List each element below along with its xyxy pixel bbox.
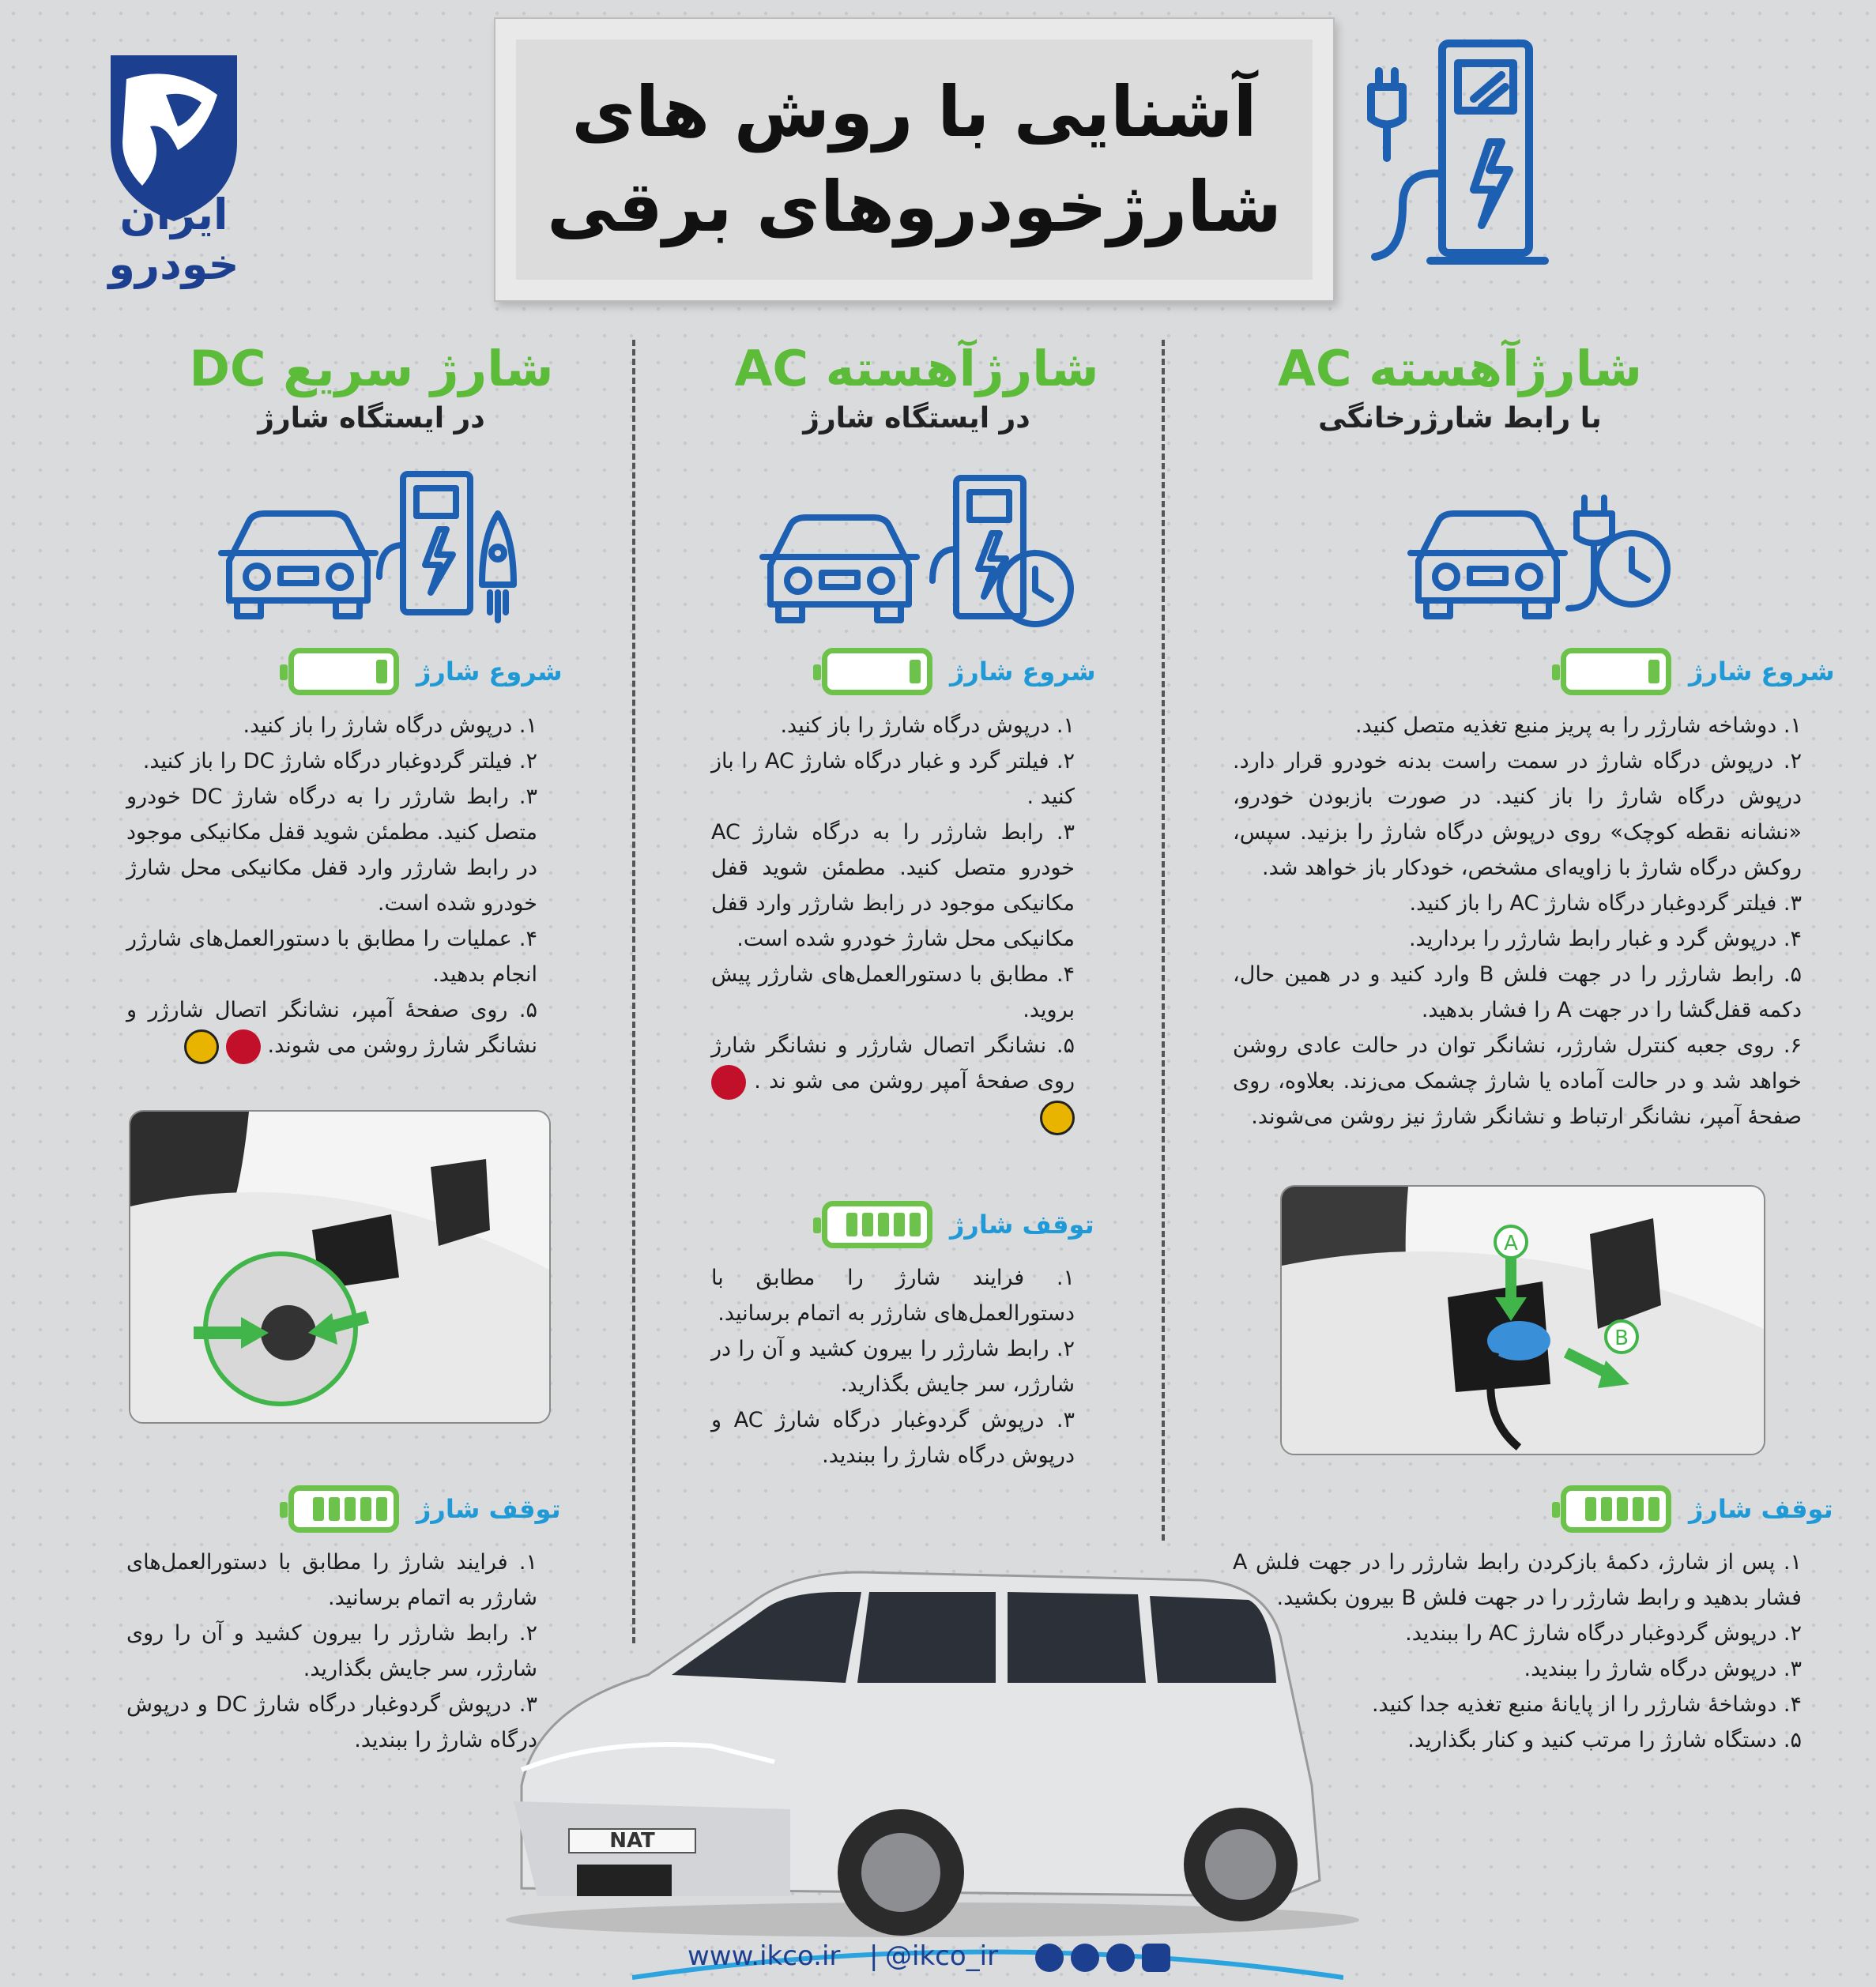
stop-charge-label: توقف شارژ xyxy=(416,1494,561,1524)
social-icon[interactable] xyxy=(1071,1944,1099,1972)
step-item: ۲. فیلتر گرد و غبار درگاه شارژ AC را باز کنید . xyxy=(711,749,1075,809)
step-item: ۵. دستگاه شارژ را مرتب کنید و کنار بگذارید. xyxy=(1407,1728,1802,1752)
step-item: ۳. درپوش گردوغبار درگاه شارژ AC و درپوش درگاه شارژ را ببندید. xyxy=(711,1408,1075,1468)
step-item: ۲. درپوش گردوغبار درگاه شارژ AC را ببندید. xyxy=(1405,1621,1802,1646)
charging-port-illustration xyxy=(1282,1187,1764,1454)
nat-car-image xyxy=(490,1549,1383,1944)
battery-full-icon xyxy=(1561,1485,1671,1533)
car-plug-clock-icon xyxy=(1403,482,1671,624)
step-item: ۳. رابط شارژر را به درگاه شارژ DC خودرو متصل کنید. مطمئن شوید قفل مکانیکی موجود در رابط شارژر وارد قفل مکانیکی محل شارژ خودرو شده است. xyxy=(126,785,537,916)
stop-charge-header-dc xyxy=(288,1485,561,1533)
title-line-1: آشنایی با روش های xyxy=(571,71,1257,152)
charging-station-icon xyxy=(1355,32,1561,277)
step-item: ۶. روی جعبه کنترل شارژر، نشانگر توان در حالت عادی روشن خواهد شد و در حالت آماده یا شارژ چشمک می‌زند. بعلاوه، روی صفحهٔ آمپر، نشانگر ارتباط و نشانگر شارژ نیز روشن می‌شوند. xyxy=(1233,1033,1802,1129)
start-charge-label: شروع شارژ xyxy=(1689,657,1835,687)
column-title: شارژآهسته AC xyxy=(734,340,1099,397)
step-item: ۱. فرایند شارژ را مطابق با دستورالعمل‌های شارژر به اتمام برسانید. xyxy=(126,1550,537,1610)
stop-charge-label: توقف شارژ xyxy=(1689,1494,1833,1524)
footer-website[interactable]: www.ikco.ir xyxy=(687,1940,841,1972)
column-ac-station xyxy=(695,340,1138,435)
social-icon[interactable] xyxy=(1035,1944,1064,1972)
start-charge-header-ac-station xyxy=(822,648,1096,695)
column-dc-station xyxy=(182,340,561,435)
step-item: ۲. رابط شارژر را بیرون کشید و آن را روی شارژر، سر جایش بگذارید. xyxy=(126,1621,537,1681)
column-subtitle: در ایستگاه شارژ xyxy=(258,402,485,435)
column-ac-home xyxy=(1217,340,1703,435)
dc-port-illustration xyxy=(130,1112,549,1422)
step-item: ۲. درپوش درگاه شارژ در سمت راست بدنه خودرو قرار دارد. درپوش درگاه شارژ را باز کنید. در صورت بازبودن خودرو، «نشانه نقطه کوچک» روی درپوش درگاه شارژ را بزنید. سپس، روکش درگاه شارژ با زاویه‌ای مشخص، خودکار باز خواهد شد. xyxy=(1233,749,1802,880)
charging-port-photo-ac xyxy=(1280,1185,1765,1455)
column-title: شارژآهسته AC xyxy=(1278,340,1642,397)
step-item xyxy=(126,992,537,1064)
logo-text: ایران خودرو xyxy=(108,190,239,289)
step-item: ۱. فرایند شارژ را مطابق با دستورالعمل‌های شارژر به اتمام برسانید. xyxy=(711,1266,1075,1326)
step-item: ۲. فیلتر گردوغبار درگاه شارژ DC را باز کنید. xyxy=(142,749,537,773)
stop-charge-header-ac-station xyxy=(822,1201,1094,1248)
step-item xyxy=(711,1028,1075,1135)
step-item: ۵. رابط شارژر را در جهت فلش B وارد کنید و در همین حال، دکمه قفل‌گشا را در جهت A را فشار بدهید. xyxy=(1233,962,1802,1022)
charge-indicator-icon xyxy=(1040,1101,1075,1135)
step-item: ۴. مطابق با دستورالعمل‌های شارژر پیش بروید. xyxy=(711,962,1075,1022)
start-charge-header-dc xyxy=(288,648,563,695)
footer-bar xyxy=(632,1934,1343,1981)
stop-charge-header-ac-home xyxy=(1561,1485,1833,1533)
step-item: ۳. فیلتر گردوغبار درگاه شارژ AC را باز کنید. xyxy=(1409,891,1802,916)
car-station-clock-icon xyxy=(755,470,1079,628)
step-item: ۱. پس از شارژ، دکمهٔ بازکردن رابط شارژر را در جهت فلش A فشار بدهید و رابط شارژر را در جهت فلش B بیرون بکشید. xyxy=(1233,1550,1802,1610)
step-item: ۴. دوشاخهٔ شارژر را از پایانهٔ منبع تغذیه جدا کنید. xyxy=(1371,1692,1802,1717)
stop-steps-dc xyxy=(126,1545,537,1758)
connection-indicator-icon xyxy=(711,1065,746,1100)
connection-indicator-icon xyxy=(226,1029,261,1064)
battery-full-icon xyxy=(288,1485,399,1533)
charging-port-photo-dc xyxy=(129,1110,551,1424)
start-steps-ac-station xyxy=(711,708,1075,1135)
start-steps-dc xyxy=(126,708,537,1064)
footer-handle[interactable]: @ikco_ir xyxy=(885,1940,999,1972)
step-item: ۳. رابط شارژر را به درگاه شارژ AC خودرو متصل کنید. مطمئن شوید قفل مکانیکی موجود در رابط شارژر وارد قفل مکانیکی محل شارژ خودرو شده است. xyxy=(711,820,1075,951)
step-text: ۵. نشانگر اتصال شارژر و نشانگر شارژ روی صفحهٔ آمپر روشن می شو ند . xyxy=(711,1033,1075,1093)
step-item: ۱. درپوش درگاه شارژ را باز کنید. xyxy=(243,713,537,738)
divider-right xyxy=(1162,340,1165,1541)
battery-low-icon xyxy=(822,648,932,695)
step-item: ۴. درپوش گرد و غبار رابط شارژر را بردارید. xyxy=(1408,927,1802,951)
start-steps-ac-home xyxy=(1233,708,1802,1135)
start-charge-label: شروع شارژ xyxy=(416,657,563,687)
column-subtitle: با رابط شارژرخانگی xyxy=(1318,402,1602,435)
divider-left xyxy=(632,340,635,1643)
start-charge-header-ac-home xyxy=(1561,648,1835,695)
step-item: ۳. درپوش درگاه شارژ را ببندید. xyxy=(1524,1657,1802,1681)
social-icon[interactable] xyxy=(1142,1944,1170,1972)
photo-label-b: B xyxy=(1614,1327,1629,1350)
step-item: ۱. درپوش درگاه شارژ را باز کنید. xyxy=(780,713,1075,738)
title-line-2: شارژخودروهای برقی xyxy=(547,166,1282,247)
battery-full-icon xyxy=(822,1201,932,1248)
battery-low-icon xyxy=(1561,648,1671,695)
column-subtitle: در ایستگاه شارژ xyxy=(803,402,1030,435)
step-item: ۴. عملیات را مطابق با دستورالعمل‌های شارژر انجام بدهید. xyxy=(126,927,537,987)
start-charge-label: شروع شارژ xyxy=(950,657,1096,687)
step-item: ۳. درپوش گردوغبار درگاه شارژ DC و درپوش درگاه شارژ را ببندید. xyxy=(126,1692,537,1752)
stop-steps-ac-station xyxy=(711,1260,1075,1473)
footer-separator: | xyxy=(869,1940,879,1972)
battery-low-icon xyxy=(288,648,399,695)
photo-label-a: A xyxy=(1504,1232,1518,1255)
charge-indicator-icon xyxy=(184,1029,219,1064)
step-text: ۵. روی صفحهٔ آمپر، نشانگر اتصال شارژر و نشانگر شارژ روشن می شوند. xyxy=(126,998,537,1058)
step-item: ۱. دوشاخه شارژر را به پریز منبع تغذیه متصل کنید. xyxy=(1355,713,1802,738)
step-item: ۲. رابط شارژر را بیرون کشید و آن را در شارژر، سر جایش بگذارید. xyxy=(711,1337,1075,1397)
car-badge: NAT xyxy=(609,1829,655,1853)
social-icon[interactable] xyxy=(1106,1944,1135,1972)
column-title: شارژ سریع DC xyxy=(189,340,554,397)
stop-charge-label: توقف شارژ xyxy=(950,1210,1094,1240)
title-box xyxy=(494,17,1335,302)
car-station-rocket-icon xyxy=(213,466,522,624)
